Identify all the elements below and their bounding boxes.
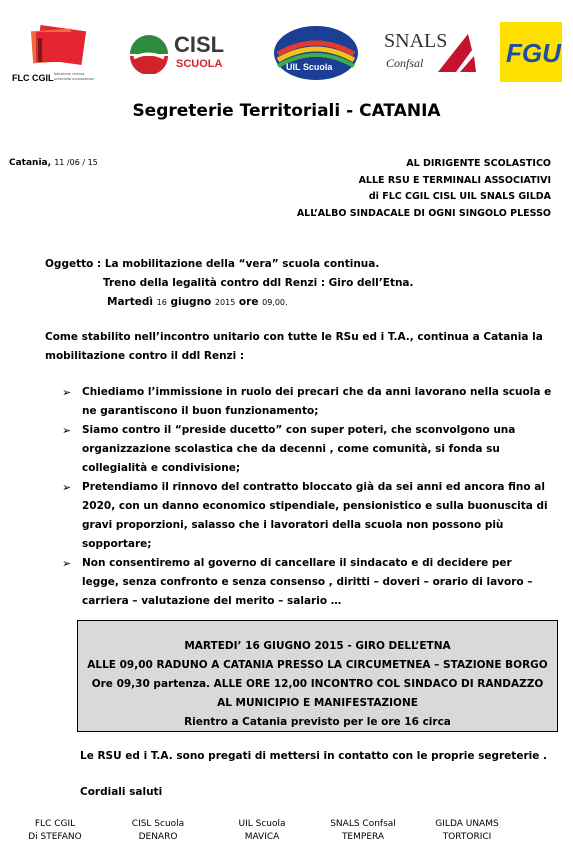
uil-logo-text: UIL Scuola: [286, 62, 333, 72]
signature-name: TORTORICI: [442, 832, 492, 842]
list-item-text: Chiediamo l’immissione in ruolo dei precari che da anni lavorano nella scuola e ne garantiscono il buon funzionamento;: [82, 386, 552, 417]
cisl-emblem: [128, 32, 170, 74]
signature-org: FLC CGIL: [34, 819, 76, 829]
subject-day: 16: [156, 298, 167, 307]
event-line: Rientro a Catania previsto per le ore 16 circa: [184, 716, 451, 728]
signature-org: SNALS Confsal: [330, 819, 396, 829]
uil-scuola-logo: [272, 24, 360, 82]
event-line: Ore 09,30 partenza. ALLE ORE 12,00 INCONTRO COL SINDACO DI RANDAZZO: [91, 678, 544, 690]
signature-name: MAVICA: [244, 832, 280, 842]
arrow-bullet-icon: ➢: [62, 386, 72, 399]
arrow-bullet-icon: ➢: [62, 481, 72, 494]
flc-cgil-logo: [10, 24, 105, 88]
subject-block: [45, 255, 414, 312]
subject-time: 09,00.: [262, 298, 288, 307]
recipient-line: ALLE RSU E TERMINALI ASSOCIATIVI: [358, 174, 551, 186]
recipient-line: di FLC CGIL CISL UIL SNALS GILDA: [368, 191, 551, 202]
cisl-logo-sub: SCUOLA: [176, 58, 223, 70]
signature-block: [118, 818, 198, 844]
date-value: 11 /06 / 15: [54, 158, 98, 167]
recipient-line: AL DIRIGENTE SCOLASTICO: [406, 158, 551, 169]
logo-bar: [0, 18, 573, 88]
flc-cgil-logo-subtitle: istruzione ricerca università conoscenza: [54, 71, 94, 81]
list-item-text: Non consentiremo al governo di cancellare il sindacato e di decidere per legge, senza confronto e senza consenso , diritti – doveri – orario di lavoro – carriera – valutazione del merito – salario …: [82, 557, 533, 607]
intro-paragraph: Come stabilito nell’incontro unitario con tutte le RSu ed i T.A., continua a Catania la mobilitazione contro il ddl Renzi :: [45, 331, 543, 362]
snals-logo-text: SNALS: [384, 30, 448, 52]
closing-salutation: Cordiali saluti: [80, 786, 163, 798]
subject-year: 2015: [214, 298, 236, 307]
list-item: [62, 554, 552, 611]
demands-list: [62, 383, 552, 611]
signatures: [0, 818, 573, 858]
signature-block: [20, 818, 90, 844]
cisl-logo-text: CISL: [174, 32, 225, 57]
signature-org: CISL Scuola: [131, 819, 185, 829]
arrow-bullet-icon: ➢: [62, 424, 72, 437]
snals-confsal-logo: [376, 20, 486, 86]
subject-line-1: : La mobilitazione della “vera” scuola continua.: [93, 258, 380, 270]
event-line: AL MUNICIPIO E MANIFESTAZIONE: [217, 697, 418, 709]
contact-note: Le RSU ed i T.A. sono pregati di mettersi in contatto con le proprie segreterie .: [80, 750, 547, 762]
gilda-unams-logo: [500, 22, 562, 82]
signature-block: [222, 818, 302, 844]
signature-org: GILDA UNAMS: [435, 819, 499, 829]
event-line: MARTEDI’ 16 GIUGNO 2015 - GIRO DELL’ETNA: [184, 640, 451, 652]
subject-line-3: [45, 293, 414, 312]
page-title: Segreterie Territoriali - CATANIA: [132, 101, 441, 121]
event-line: ALLE 09,00 RADUNO A CATANIA PRESSO LA CIRCUMETNEA – STAZIONE BORGO: [87, 659, 548, 671]
list-item: [62, 478, 552, 554]
signature-name: TEMPERA: [341, 832, 385, 842]
uil-emblem: [272, 24, 360, 82]
list-item: [62, 383, 552, 421]
snals-logo-sub: Confsal: [386, 56, 424, 70]
list-item-text: Pretendiamo il rinnovo del contratto bloccato già da sei anni ed ancora fino al 2020, con un danno economico stipendiale, pensionistico e sulla buonuscita di gravi proporzioni, salasso che i lavoratori della scuola non possono più sopportare;: [82, 481, 548, 550]
signature-block: [318, 818, 408, 844]
recipients-block: [297, 156, 551, 222]
subject-line-2: Treno della legalità contro ddl Renzi : Giro dell’Etna.: [103, 277, 414, 289]
gilda-logo-text: FGU: [506, 38, 561, 68]
signature-name: DENARO: [138, 832, 178, 842]
date-city: Catania,: [9, 158, 52, 168]
subject-ore: ore: [235, 296, 263, 308]
subject-month: giugno: [166, 296, 215, 308]
signature-block: [422, 818, 512, 844]
signature-name: Di STEFANO: [28, 832, 82, 842]
arrow-bullet-icon: ➢: [62, 557, 72, 570]
list-item-text: Siamo contro il “preside ducetto” con super poteri, che sconvolgono una organizzazione scolastica che da decenni , come comunità, si fonda su collegialità e condivisione;: [82, 424, 516, 474]
subject-label: Oggetto: [45, 258, 94, 270]
subject-day-name: Martedì: [107, 296, 157, 308]
recipient-line: ALL’ALBO SINDACALE DI OGNI SINGOLO PLESSO: [296, 207, 551, 219]
cisl-scuola-logo: [128, 30, 243, 78]
letter-date: [9, 158, 98, 168]
signature-org: UIL Scuola: [238, 819, 286, 829]
event-box: [77, 620, 558, 732]
list-item: [62, 421, 552, 478]
flc-cgil-logo-text: FLC CGIL: [12, 73, 54, 83]
